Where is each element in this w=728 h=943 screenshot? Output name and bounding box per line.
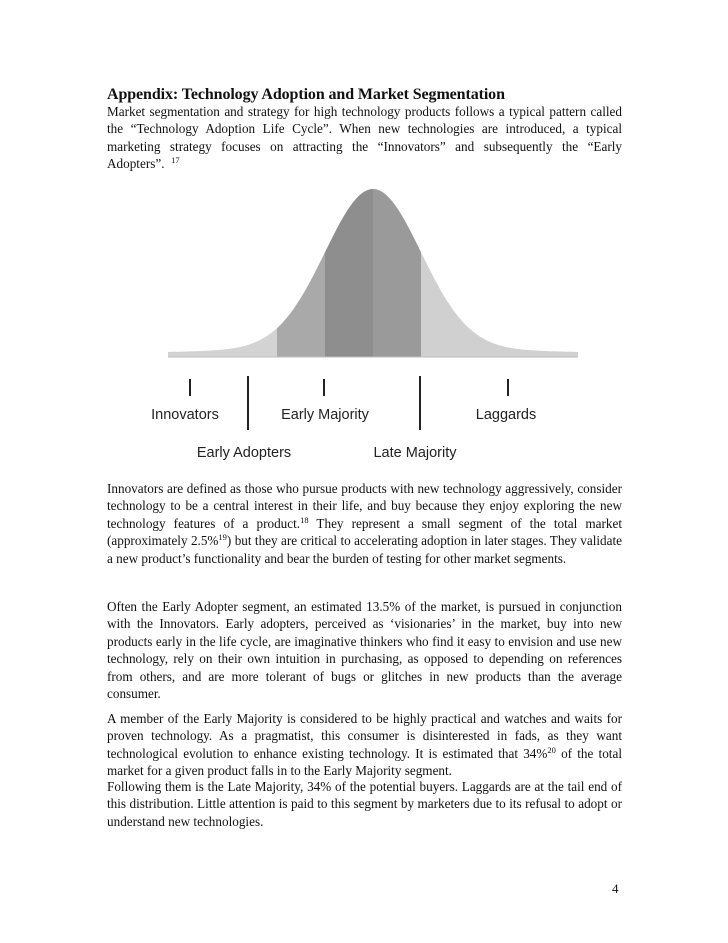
footnote-ref: 20 bbox=[547, 744, 556, 755]
footnote-ref: 18 bbox=[300, 514, 309, 525]
curve-segments bbox=[168, 189, 578, 357]
late-majority-paragraph: Following them is the Late Majority, 34% of the potential buyers. Laggards are at the tail end of this distribution. Little attention is paid to this segment by marketers due to its refusal to adopt or understand new technologies. bbox=[107, 779, 622, 829]
laggards-segment bbox=[421, 252, 578, 357]
early-majority-text-b: of the total market for a given product falls in to the Early Majority segment. bbox=[107, 745, 622, 779]
innovators-text-a: Innovators are defined as those who pursue products with new technology aggressively, consider technology to be a central interest in their life, and buy because they enjoy exploring the new technology features of a product. bbox=[107, 481, 622, 531]
page-number: 4 bbox=[612, 881, 619, 896]
footnote-ref: 17 bbox=[171, 155, 180, 166]
late-majority-segment bbox=[373, 189, 421, 357]
innovators-text-b: They represent a small segment of the total market (approximately 2.5% bbox=[107, 515, 622, 549]
adoption-curve-svg bbox=[130, 186, 590, 470]
early-adopters-paragraph: Often the Early Adopter segment, an estimated 13.5% of the market, is pursued in conjunction with the Innovators. Early adopters, perceived as ‘visionaries’ in the market, buy into new products early in the life cycle, are imaginative thinkers who find it easy to envision and use new technology, rely on their own intuition in purchasing, as opposed to depending on references from others, and are more tolerant of bugs or glitches in new products than the average consumer. bbox=[107, 599, 622, 702]
label-early-majority: Early Majority bbox=[281, 407, 369, 423]
footnote-ref: 19 bbox=[218, 532, 227, 543]
early-adopters-segment bbox=[277, 252, 325, 357]
label-early-adopters: Early Adopters bbox=[196, 445, 292, 461]
intro-paragraph bbox=[107, 103, 622, 173]
innovators-paragraph bbox=[107, 480, 622, 567]
early-majority-paragraph bbox=[107, 710, 622, 780]
innovators-text-c: ) but they are critical to accelerating adoption in later stages. They validate a new product’s functionality and bear the burden of testing for other market segments. bbox=[107, 533, 623, 566]
intro-text: Market segmentation and strategy for high technology products follows a typical pattern called the “Technology Adoption Life Cycle”. When new technologies are introduced, a typical marketing strategy focuses on attracting the “Innovators” and subsequently the “Early Adopters”. bbox=[107, 104, 622, 172]
adoption-curve-figure bbox=[130, 186, 590, 470]
early-majority-segment bbox=[325, 189, 373, 357]
label-innovators: Innovators bbox=[151, 407, 219, 423]
label-late-majority: Late Majority bbox=[373, 445, 457, 461]
early-majority-text-a: A member of the Early Majority is considered to be highly practical and watches and waits for proven technology. As a pragmatist, this consumer is disinterested in fads, as they want technological evolution to enhance existing technology. It is estimated that 34% bbox=[107, 711, 622, 761]
appendix-heading: Appendix: Technology Adoption and Market Segmentation bbox=[107, 86, 505, 103]
innovators-segment bbox=[168, 328, 277, 357]
label-laggards: Laggards bbox=[475, 407, 537, 423]
